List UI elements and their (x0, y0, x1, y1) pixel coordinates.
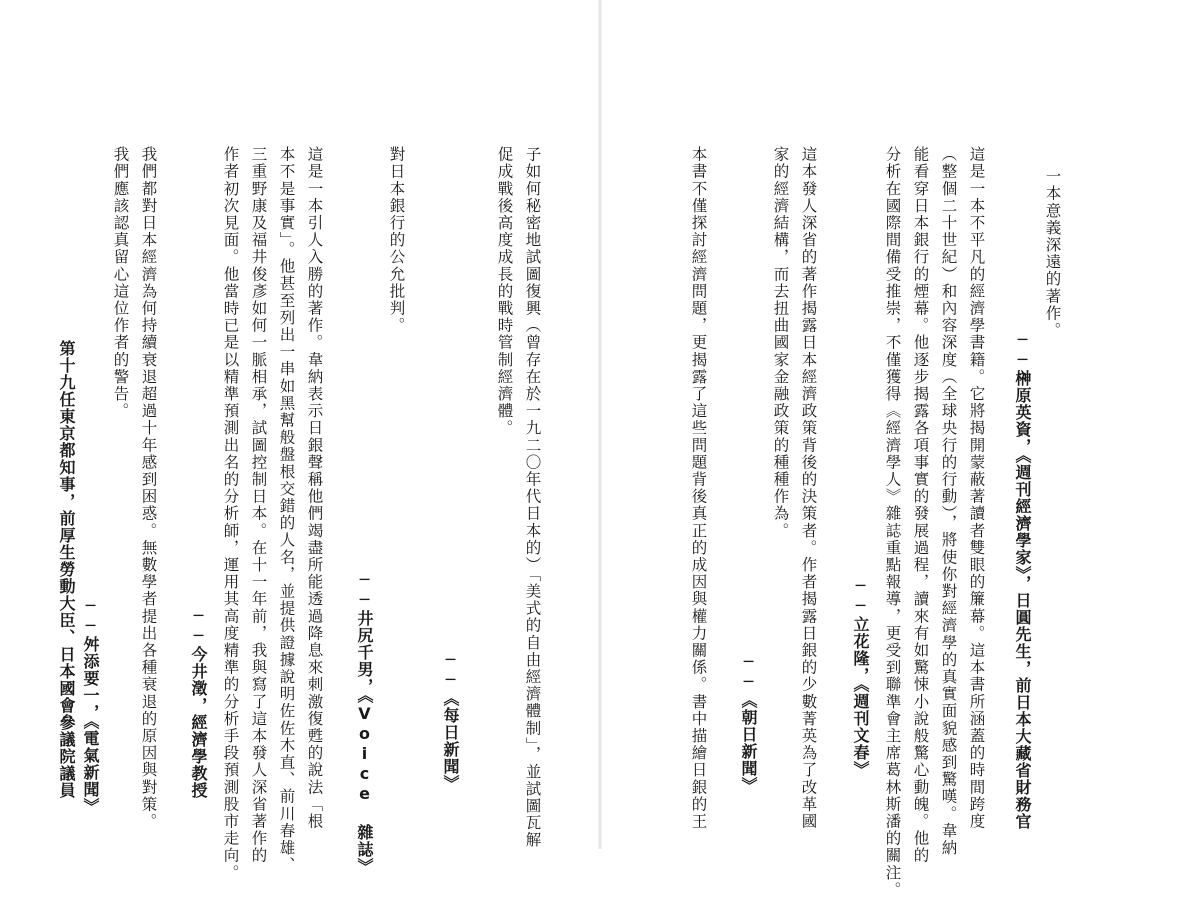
paragraph-line: 促成戰後高度成長的戰時管制經濟體。 (495, 146, 514, 437)
paragraph-line: 子如何秘密地試圖復興（曾存在於一九二〇年代日本的）「美式的自由經濟體制」，並試圖瓦解 (523, 146, 542, 849)
paragraph-line: 能看穿日本銀行的煙幕。他逐步揭露各項事實的發展過程，讀來有如驚悚小說般驚心動魄。他的 (911, 146, 930, 865)
right-page (600, 0, 1200, 898)
attribution-tachibana: ──立花隆，《週刊文春》 (851, 576, 870, 778)
paragraph-line: 這是一本不平凡的經濟學書籍。它將揭開蒙蔽著讀者雙眼的簾幕。這本書所涵蓋的時間跨度 (967, 146, 986, 830)
paragraph-line: 本書不僅探討經濟問題，更揭露了這些問題背後真正的成因與權力關係。書中描繪日銀的王 (689, 146, 708, 830)
paragraph-line: 本不是事實」。他甚至列出一串如黑幫般盤根交錯的人名，並提供證據說明佐佐木直、前川春雄、 (277, 146, 296, 874)
attribution-masuzoe: ──舛添要一，《電氣新聞》 (81, 596, 100, 815)
paragraph-line: 家的經濟結構，而去扭曲國家金融政策的種種作為。 (771, 146, 790, 540)
paragraph-line: （整個二十世紀）和內容深度（全球央行的行動），將使你對經濟學的真實面貌感到驚嘆。韋納 (939, 146, 958, 857)
attribution-imai: ──今井澂，經濟學教授 (189, 606, 208, 799)
attribution-asahi: ──《朝日新聞》 (739, 652, 758, 794)
paragraph-line: 我們都對日本經濟為何持續衰退超過十年感到困惑。無數學者提出各種衰退的原因與對策。 (139, 146, 158, 830)
paragraph-line: 這是一本引人入勝的著作。韋納表示日銀聲稱他們竭盡所能透過降息來刺激復甦的說法「根 (305, 146, 324, 830)
attribution-sakakibara: ──榊原英資，《週刊經濟學家》，日圓先生，前日本大藏省財務官 (1013, 330, 1032, 830)
left-page (0, 0, 600, 882)
attribution-mainichi: ──《每日新聞》 (441, 650, 460, 792)
paragraph-line: 作者初次見面。他當時已是以精準預測出名的分析師，運用其高度精準的分析手段預測股市走向。 (221, 146, 240, 882)
paragraph-line: 對日本銀行的公允批判。 (387, 146, 406, 335)
heading-line: 一本意義深遠的著作。 (1043, 168, 1062, 339)
paragraph-line: 三重野康及福井俊彥如何一脈相承，試圖控制日本。在十一年前，我與寫了這本發人深省著作的 (249, 146, 268, 865)
paragraph-line: 我們應該認真留心這位作者的警告。 (111, 146, 130, 420)
paragraph-line: 分析在國際間備受推崇，不僅獲得《經濟學人》雜誌重點報導，更受到聯準會主席葛林斯潘的關注。 (883, 146, 902, 898)
attribution-ijiri: ──井尻千男，《Voice 雜誌》 (355, 570, 374, 875)
paragraph-line: 這本發人深省的著作揭露日本經濟政策背後的決策者。作者揭露日銀的少數菁英為了改革國 (799, 146, 818, 830)
attribution-masuzoe-title: 第十九任東京都知事，前厚生勞動大臣、日本國會參議院議員 (57, 340, 76, 799)
